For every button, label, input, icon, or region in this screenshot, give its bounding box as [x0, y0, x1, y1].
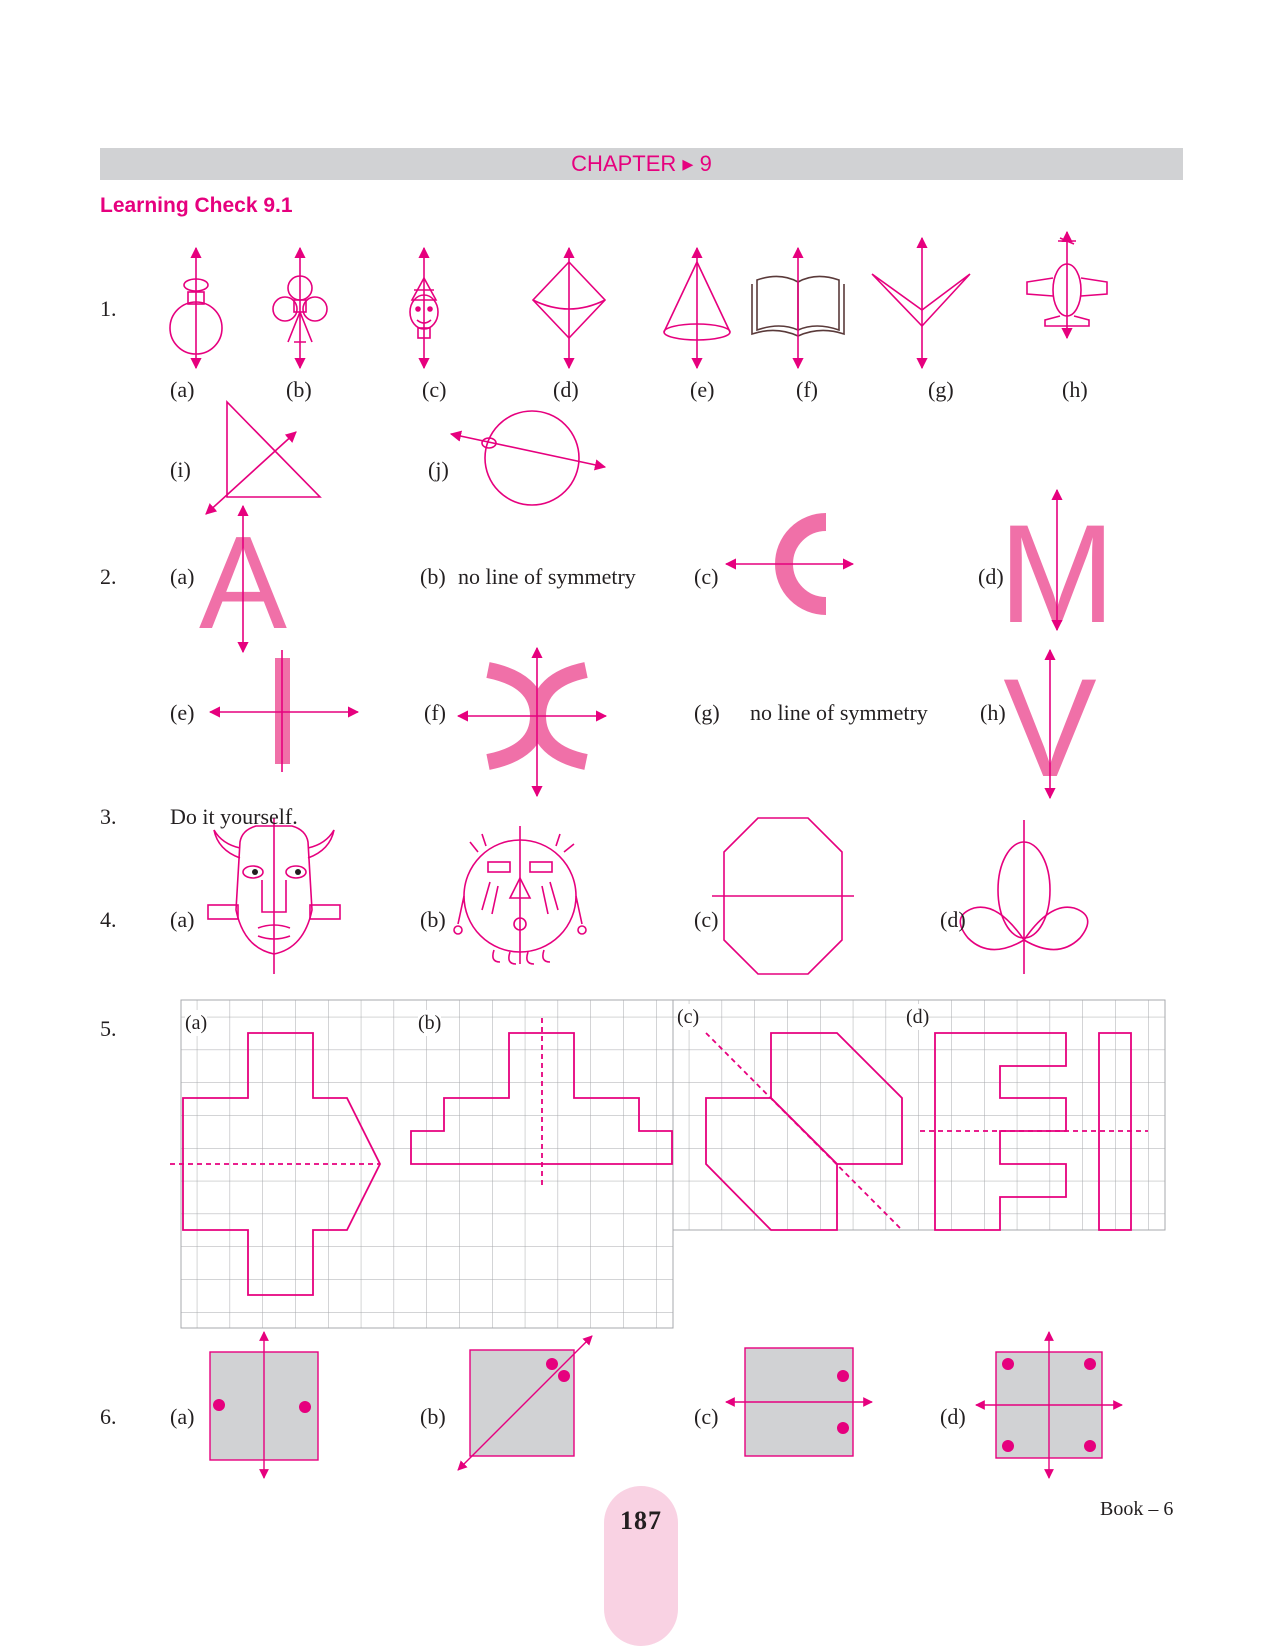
q1g-figure	[872, 238, 970, 368]
q4c-figure	[712, 818, 854, 974]
q1-label-a: (a)	[170, 377, 195, 402]
q6-label-c: (c)	[694, 1404, 719, 1429]
q2a-letter: A	[198, 509, 288, 656]
q4-label-d: (d)	[940, 907, 966, 932]
q6-label-b: (b)	[420, 1404, 446, 1429]
q4a-figure	[208, 818, 340, 974]
q2-label-g: (g)	[694, 700, 720, 725]
q4-label-b: (b)	[420, 907, 446, 932]
page-number-tab	[604, 1486, 678, 1646]
q2-label-f: (f)	[424, 700, 446, 725]
q1d-figure	[533, 248, 605, 368]
q1j-figure	[451, 411, 605, 505]
q4-number: 4.	[100, 907, 117, 932]
q4-label-c: (c)	[694, 907, 719, 932]
q5-grid-right	[673, 1000, 1165, 1230]
q1f-figure	[752, 248, 844, 368]
q1e-figure	[664, 248, 730, 368]
q5-label-a: (a)	[185, 1012, 208, 1034]
q2-label-b: (b)	[420, 564, 446, 589]
q6-label-d: (d)	[940, 1404, 966, 1429]
q6a-figure	[210, 1332, 318, 1478]
q1-label-e: (e)	[690, 377, 715, 402]
q5-label-b: (b)	[418, 1012, 442, 1034]
q4-label-a: (a)	[170, 907, 195, 932]
q1-label-f: (f)	[796, 377, 818, 402]
q2h-letter: V	[1003, 649, 1097, 806]
q4d-figure	[960, 820, 1087, 974]
q1-number: 1.	[100, 296, 117, 321]
q5-label-c: (c)	[677, 1006, 700, 1028]
q6-figures	[210, 1332, 1122, 1478]
q5-label-d: (d)	[906, 1006, 930, 1028]
q2-letters	[199, 495, 1115, 806]
q2-number: 2.	[100, 564, 117, 589]
q5-number: 5.	[100, 1016, 117, 1041]
q2-b-answer: no line of symmetry	[458, 564, 636, 589]
q2d-letter: M	[998, 495, 1116, 652]
q2-label-c: (c)	[694, 564, 719, 589]
q1-label-c: (c)	[422, 377, 447, 402]
page-number: 187	[620, 1506, 662, 1535]
q1a-figure	[170, 248, 222, 368]
q2-g-answer: no line of symmetry	[750, 700, 928, 725]
q2-label-h: (h)	[980, 700, 1006, 725]
q6d-figure	[976, 1332, 1122, 1478]
book-label: Book – 6	[1100, 1498, 1174, 1520]
q6-label-a: (a)	[170, 1404, 195, 1429]
q6-number: 6.	[100, 1404, 117, 1429]
q1-label-d: (d)	[553, 377, 579, 402]
q1h-figure	[1027, 232, 1107, 338]
q4b-figure	[454, 826, 586, 964]
q1-label-b: (b)	[286, 377, 312, 402]
q2-label-e: (e)	[170, 700, 195, 725]
q1-label-h: (h)	[1062, 377, 1088, 402]
q2-label-d: (d)	[978, 564, 1004, 589]
q6c-figure	[726, 1348, 872, 1456]
q1-label-g: (g)	[928, 377, 954, 402]
q1-label-i: (i)	[170, 457, 191, 482]
q1c-figure	[410, 248, 438, 368]
q3-answer: Do it yourself.	[170, 804, 298, 829]
q1-label-j: (j)	[428, 457, 449, 482]
q2-label-a: (a)	[170, 564, 195, 589]
section-heading: Learning Check 9.1	[100, 194, 293, 217]
q1i-figure	[206, 402, 320, 514]
chapter-title: CHAPTER ▸ 9	[571, 151, 712, 176]
q1b-figure	[273, 248, 327, 368]
q6b-figure	[458, 1336, 592, 1470]
q3-number: 3.	[100, 804, 117, 829]
